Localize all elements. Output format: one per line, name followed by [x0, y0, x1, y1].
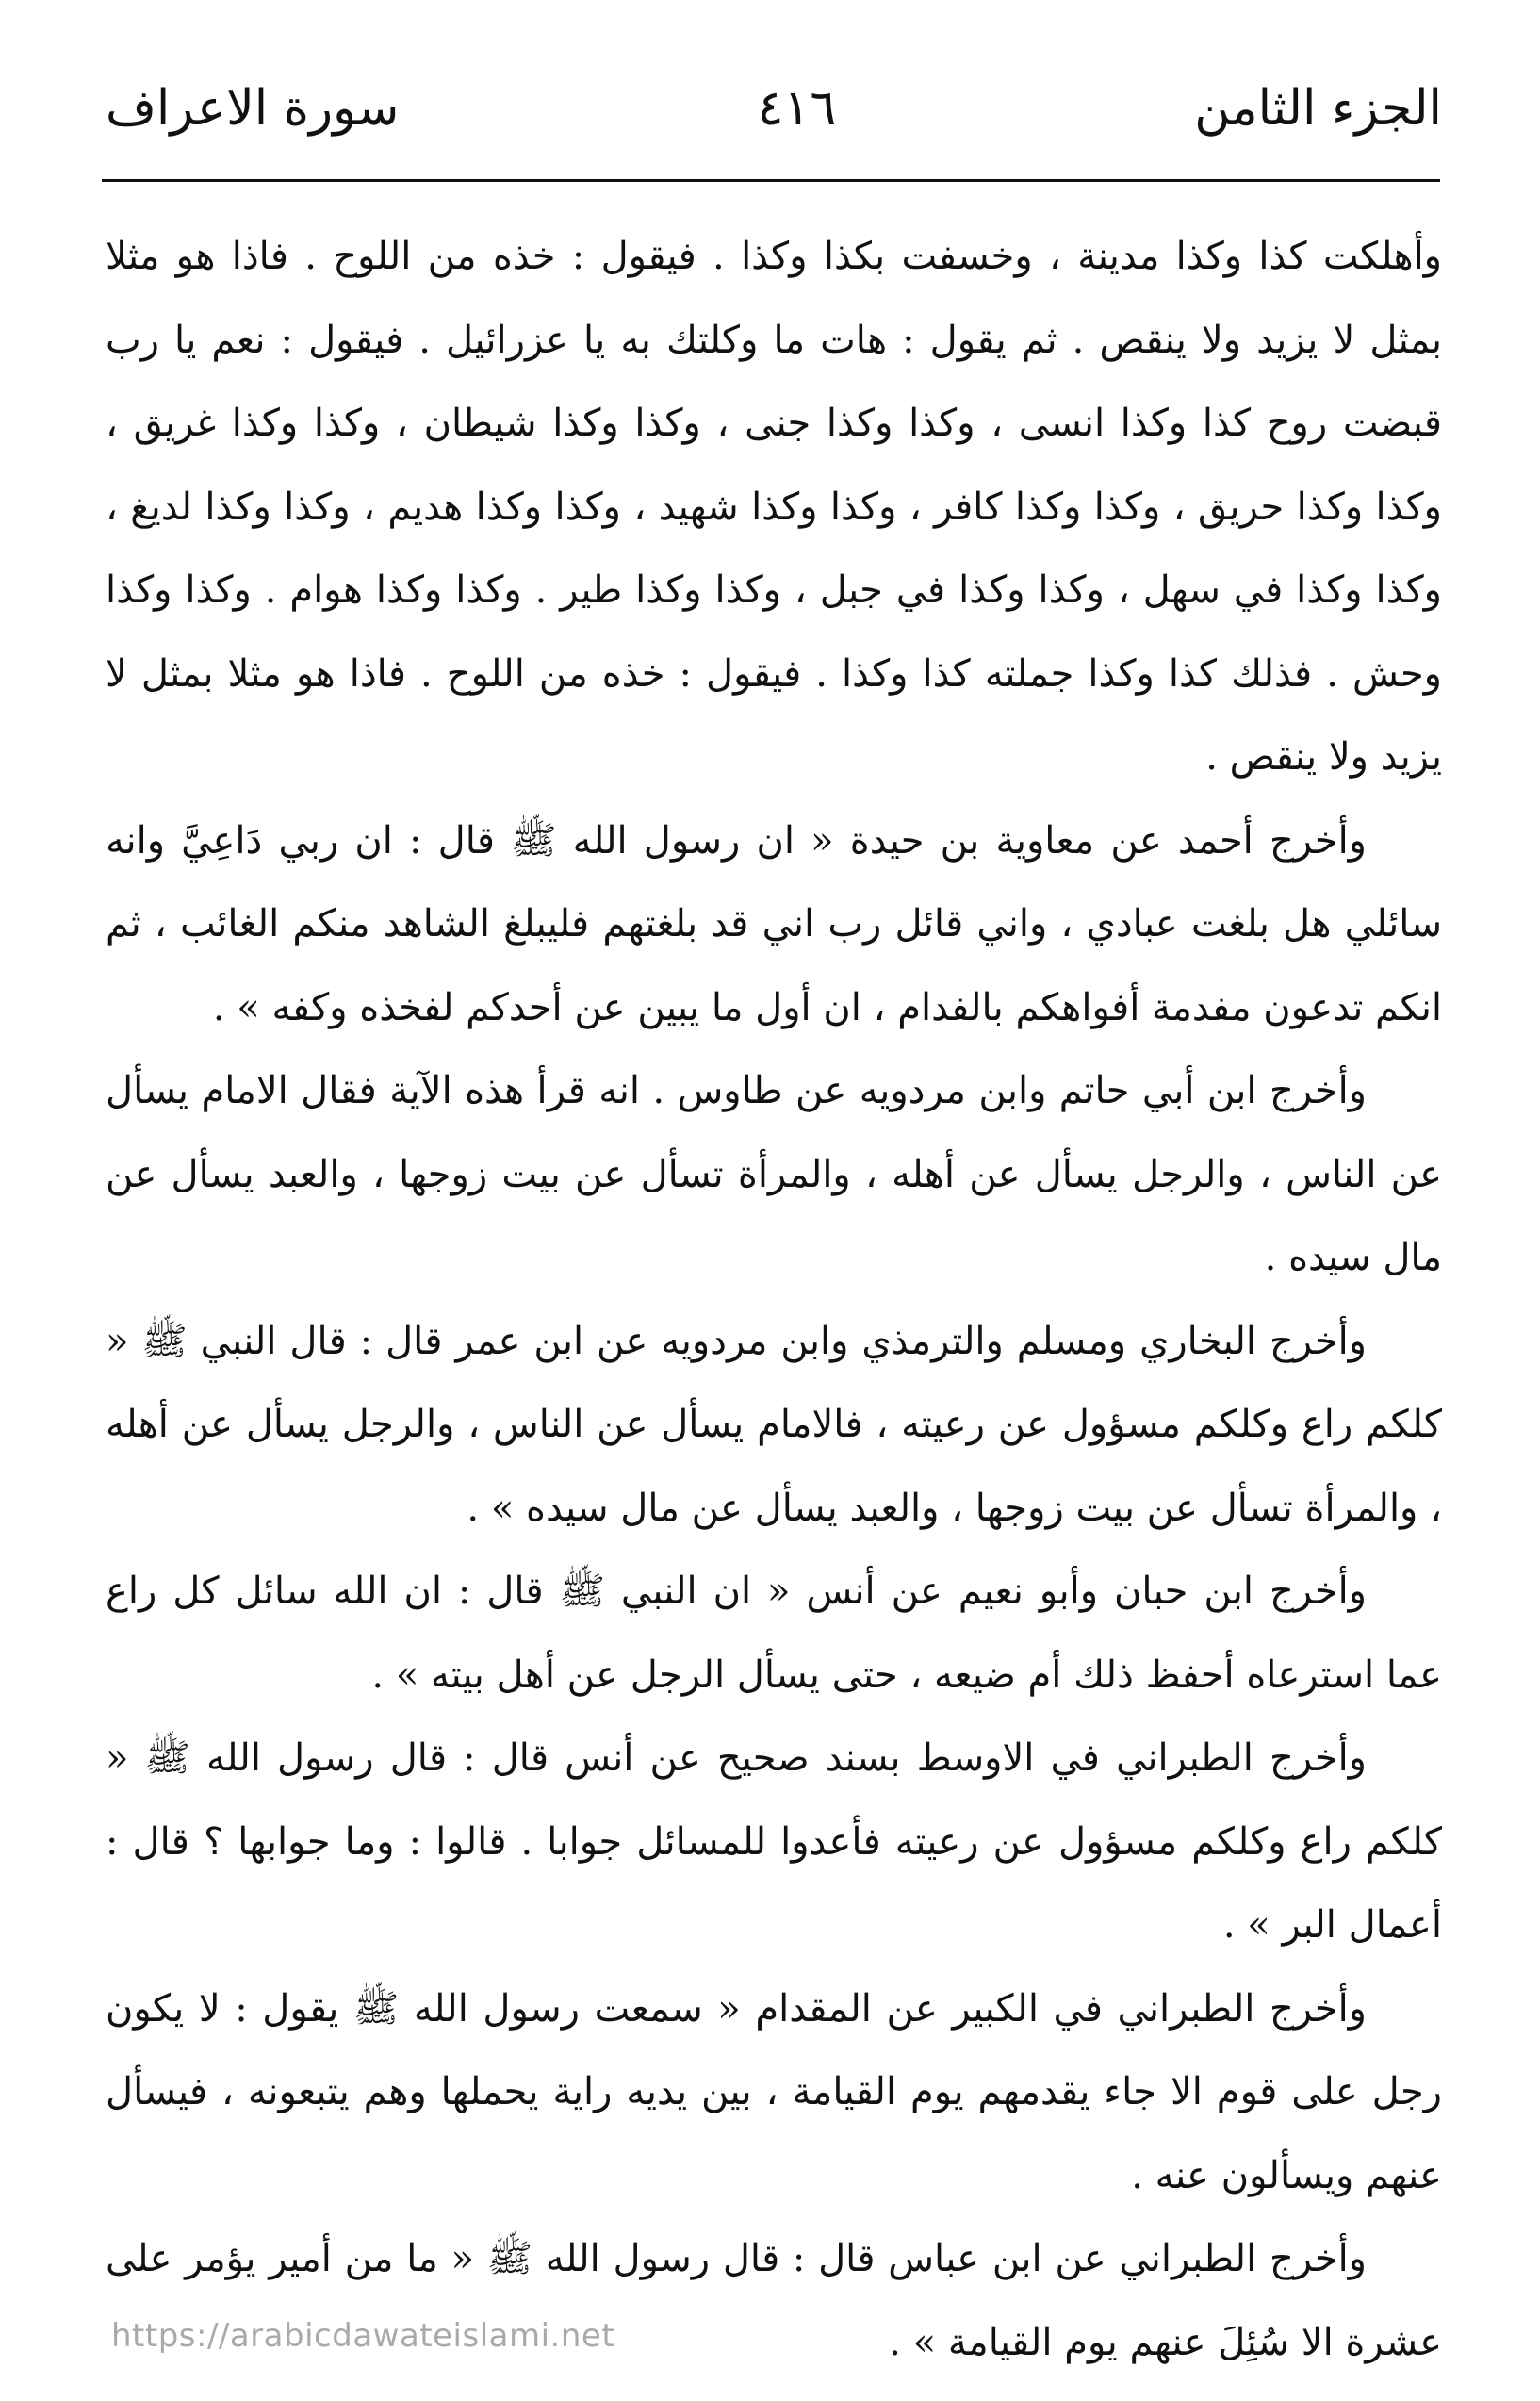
header-surah-label: سورة الاعراف: [106, 80, 400, 137]
watermark-url: https://arabicdawateislami.net: [111, 2317, 615, 2355]
page-number: ٤١٦: [757, 80, 837, 137]
header-divider: [102, 179, 1440, 182]
paragraph: وأخرج البخاري ومسلم والترمذي وابن مردويه عن ابن عمر قال : قال النبي ﷺ « كلكم راع وكلكم مسؤول عن رعيته ، فالامام يسأل عن الناس ، والرجل يسأل عن أهله ، والمرأة تسأل عن بيت زوجها ، والعبد يسأل عن مال سيده » .: [106, 1319, 1443, 1530]
header-part-label: الجزء الثامن: [1194, 80, 1442, 137]
page-header: [106, 66, 1442, 151]
paragraph: وأخرج الطبراني في الكبير عن المقدام « سمعت رسول الله ﷺ يقول : لا يكون رجل على قوم الا جاء يقدمهم يوم القيامة ، بين يديه راية يحملها وهم يتبعونه ، فيسأل عنهم ويسألون عنه .: [106, 1986, 1442, 2197]
paragraph: وأهلكت كذا وكذا مدينة ، وخسفت بكذا وكذا . فيقول : خذه من اللوح . فاذا هو مثلا بمثل لا يزيد ولا ينقص . ثم يقول : هات ما وكلتك به يا عزرائيل . فيقول : نعم يا رب قبضت روح كذا وكذا انسى ، وكذا وكذا جنى ، وكذا وكذا شيطان ، وكذا وكذا غريق ، وكذا وكذا حريق ، وكذا وكذا كافر ، وكذا وكذا شهيد ، وكذا وكذا هديم ، وكذا وكذا لديغ ، وكذا وكذا في سهل ، وكذا وكذا في جبل ، وكذا وكذا طير . وكذا وكذا هوام . وكذا وكذا وحش . فذلك كذا وكذا جملته كذا وكذا . فيقول : خذه من اللوح . فاذا هو مثلا بمثل لا يزيد ولا ينقص .: [106, 235, 1442, 779]
paragraph: وأخرج الطبراني في الاوسط بسند صحيح عن أنس قال : قال رسول الله ﷺ « كلكم راع وكلكم مسؤول عن رعيته فأعدوا للمسائل جوابا . قالوا : وما جوابها ؟ قال : أعمال البر » .: [106, 1736, 1442, 1947]
page-body: [106, 215, 1442, 2384]
paragraph: وأخرج أحمد عن معاوية بن حيدة « ان رسول الله ﷺ قال : ان ربي دَاعِيَّ وانه سائلي هل بلغت عبادي ، واني قائل رب اني قد بلغتهم فليبلغ الشاهد منكم الغائب ، ثم انكم تدعون مفدمة أفواهكم بالفدام ، ان أول ما يبين عن أحدكم لفخذه وكفه » .: [106, 818, 1442, 1029]
paragraph: وأخرج ابن أبي حاتم وابن مردويه عن طاوس . انه قرأ هذه الآية فقال الامام يسأل عن الناس ، والرجل يسأل عن أهله ، والمرأة تسأل عن بيت زوجها ، والعبد يسأل عن مال سيده .: [106, 1069, 1442, 1279]
paragraph: وأخرج ابن حبان وأبو نعيم عن أنس « ان النبي ﷺ قال : ان الله سائل كل راع عما استرعاه أحفظ ذلك أم ضيعه ، حتى يسأل الرجل عن أهل بيته » .: [106, 1570, 1442, 1697]
paragraph: وأخرج الطبراني عن ابن عباس قال : قال رسول الله ﷺ « ما من أمير يؤمر على عشرة الا سُئِلَ عنهم يوم القيامة » .: [106, 2237, 1442, 2364]
